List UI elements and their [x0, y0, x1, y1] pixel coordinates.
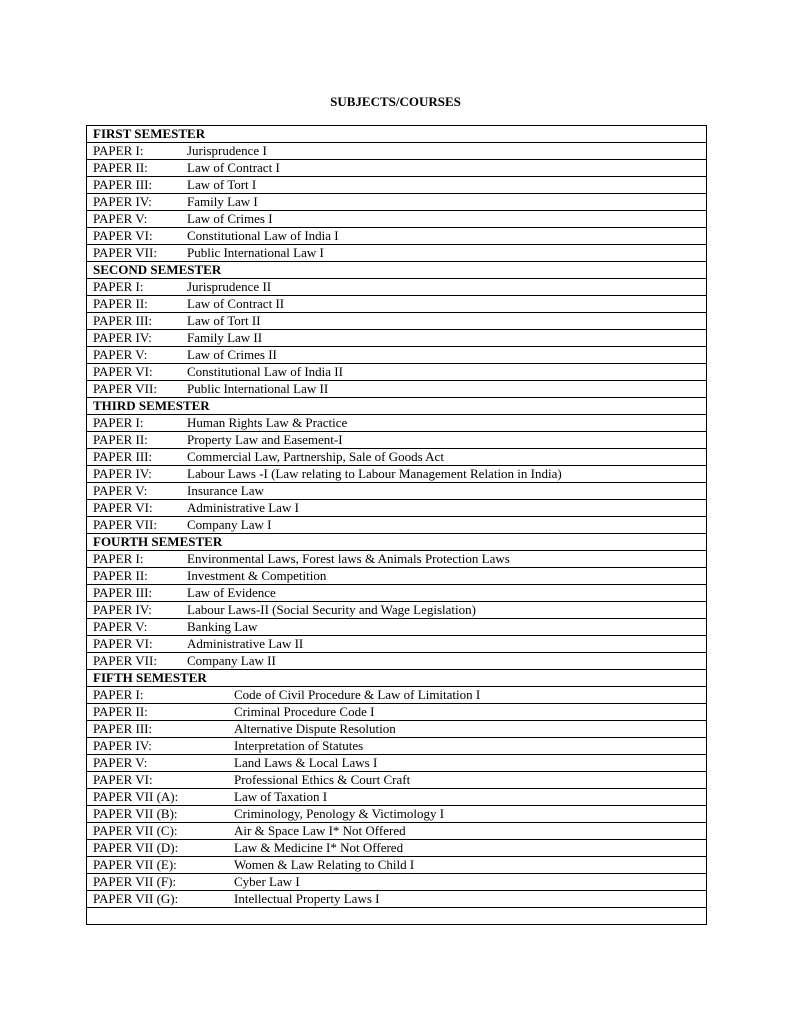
paper-name: Jurisprudence I — [187, 143, 267, 158]
table-row — [87, 789, 707, 806]
table-row — [87, 194, 707, 211]
paper-code: PAPER VI: — [93, 228, 153, 243]
paper-row-content — [93, 823, 706, 839]
paper-row-content — [93, 517, 706, 533]
paper-name: Criminal Procedure Code I — [234, 704, 375, 719]
table-row — [87, 755, 707, 772]
paper-cell — [87, 500, 707, 517]
paper-name: Family Law II — [187, 330, 263, 345]
paper-name: Property Law and Easement-I — [187, 432, 343, 447]
paper-name: Women & Law Relating to Child I — [234, 857, 415, 872]
paper-cell — [87, 347, 707, 364]
paper-cell — [87, 619, 707, 636]
paper-code: PAPER I: — [93, 687, 144, 702]
paper-code: PAPER VII (G): — [93, 891, 179, 906]
table-row — [87, 585, 707, 602]
semester-heading-row — [87, 126, 707, 143]
paper-name: Constitutional Law of India I — [187, 228, 339, 243]
paper-row-content — [93, 806, 706, 822]
paper-code: PAPER I: — [93, 279, 144, 294]
table-row — [87, 806, 707, 823]
paper-cell — [87, 432, 707, 449]
paper-row-content — [93, 415, 706, 431]
paper-cell — [87, 840, 707, 857]
paper-code: PAPER IV: — [93, 466, 152, 481]
paper-cell — [87, 449, 707, 466]
table-row — [87, 840, 707, 857]
table-row — [87, 228, 707, 245]
paper-row-content — [93, 585, 706, 601]
paper-name: Air & Space Law I* Not Offered — [234, 823, 406, 838]
semester-heading: SECOND SEMESTER — [87, 262, 707, 279]
semester-heading: FIRST SEMESTER — [87, 126, 707, 143]
table-row — [87, 857, 707, 874]
paper-name: Commercial Law, Partnership, Sale of Goods Act — [187, 449, 444, 464]
paper-cell — [87, 143, 707, 160]
paper-row-content — [93, 738, 706, 754]
paper-name: Land Laws & Local Laws I — [234, 755, 378, 770]
paper-name: Law & Medicine I* Not Offered — [234, 840, 404, 855]
table-row — [87, 245, 707, 262]
table-row — [87, 738, 707, 755]
paper-row-content — [93, 551, 706, 567]
paper-row-content — [93, 602, 706, 618]
table-row — [87, 347, 707, 364]
paper-row-content — [93, 279, 706, 295]
paper-name: Public International Law I — [187, 245, 324, 260]
table-row — [87, 636, 707, 653]
paper-name: Law of Tort II — [187, 313, 261, 328]
paper-name: Cyber Law I — [234, 874, 300, 889]
paper-row-content — [93, 432, 706, 448]
table-row — [87, 500, 707, 517]
paper-cell — [87, 687, 707, 704]
paper-row-content — [93, 840, 706, 856]
table-row — [87, 466, 707, 483]
paper-cell — [87, 636, 707, 653]
paper-row-content — [93, 483, 706, 499]
table-row — [87, 891, 707, 908]
paper-name: Law of Contract II — [187, 296, 285, 311]
paper-name: Law of Evidence — [187, 585, 276, 600]
paper-code: PAPER II: — [93, 296, 148, 311]
table-row — [87, 823, 707, 840]
paper-cell — [87, 874, 707, 891]
table-row — [87, 415, 707, 432]
paper-code: PAPER VII: — [93, 381, 157, 396]
table-row — [87, 517, 707, 534]
paper-name: Law of Crimes II — [187, 347, 277, 362]
paper-code: PAPER VI: — [93, 772, 153, 787]
table-row — [87, 330, 707, 347]
paper-row-content — [93, 857, 706, 873]
paper-code: PAPER VI: — [93, 500, 153, 515]
paper-cell — [87, 772, 707, 789]
paper-code: PAPER II: — [93, 432, 148, 447]
paper-row-content — [93, 704, 706, 720]
paper-row-content — [93, 721, 706, 737]
paper-code: PAPER V: — [93, 347, 148, 362]
paper-cell — [87, 704, 707, 721]
paper-code: PAPER II: — [93, 568, 148, 583]
paper-cell — [87, 857, 707, 874]
paper-row-content — [93, 789, 706, 805]
paper-row-content — [93, 653, 706, 669]
paper-row-content — [93, 194, 706, 210]
paper-row-content — [93, 160, 706, 176]
paper-name: Law of Crimes I — [187, 211, 273, 226]
paper-row-content — [93, 296, 706, 312]
paper-cell — [87, 160, 707, 177]
paper-row-content — [93, 568, 706, 584]
paper-cell — [87, 517, 707, 534]
paper-cell — [87, 381, 707, 398]
paper-code: PAPER VI: — [93, 636, 153, 651]
paper-name: Banking Law — [187, 619, 258, 634]
paper-name: Labour Laws -I (Law relating to Labour Management Relation in India) — [187, 466, 562, 481]
page-title: SUBJECTS/COURSES — [330, 94, 461, 109]
table-row — [87, 449, 707, 466]
paper-row-content — [93, 211, 706, 227]
paper-code: PAPER V: — [93, 211, 148, 226]
paper-row-content — [93, 466, 706, 482]
paper-code: PAPER VII (B): — [93, 806, 178, 821]
table-row — [87, 721, 707, 738]
paper-name: Alternative Dispute Resolution — [234, 721, 396, 736]
paper-cell — [87, 245, 707, 262]
paper-code: PAPER VI: — [93, 364, 153, 379]
paper-row-content — [93, 687, 706, 703]
paper-cell — [87, 415, 707, 432]
paper-code: PAPER II: — [93, 704, 148, 719]
paper-name: Law of Taxation I — [234, 789, 328, 804]
paper-name: Human Rights Law & Practice — [187, 415, 348, 430]
paper-name: Labour Laws-II (Social Security and Wage Legislation) — [187, 602, 476, 617]
paper-row-content — [93, 177, 706, 193]
paper-cell — [87, 738, 707, 755]
paper-row-content — [93, 143, 706, 159]
paper-cell — [87, 551, 707, 568]
paper-name: Administrative Law I — [187, 500, 299, 515]
paper-row-content — [93, 755, 706, 771]
paper-cell — [87, 721, 707, 738]
paper-name: Company Law I — [187, 517, 272, 532]
table-row — [87, 432, 707, 449]
paper-name: Environmental Laws, Forest laws & Animals Protection Laws — [187, 551, 510, 566]
paper-row-content — [93, 891, 706, 907]
paper-code: PAPER VII: — [93, 653, 157, 668]
courses-table — [86, 125, 707, 925]
table-row — [87, 619, 707, 636]
semester-heading-row — [87, 262, 707, 279]
table-row — [87, 160, 707, 177]
paper-code: PAPER II: — [93, 160, 148, 175]
paper-code: PAPER VII (A): — [93, 789, 179, 804]
table-row — [87, 874, 707, 891]
paper-cell — [87, 483, 707, 500]
paper-row-content — [93, 772, 706, 788]
paper-cell — [87, 228, 707, 245]
paper-name: Intellectual Property Laws I — [234, 891, 380, 906]
paper-code: PAPER IV: — [93, 330, 152, 345]
paper-cell — [87, 330, 707, 347]
paper-cell — [87, 364, 707, 381]
paper-code: PAPER VII (D): — [93, 840, 179, 855]
paper-cell — [87, 279, 707, 296]
paper-row-content — [93, 381, 706, 397]
paper-cell — [87, 823, 707, 840]
empty-cell — [87, 908, 707, 925]
paper-cell — [87, 789, 707, 806]
paper-code: PAPER VII: — [93, 245, 157, 260]
paper-code: PAPER I: — [93, 143, 144, 158]
paper-cell — [87, 755, 707, 772]
paper-code: PAPER V: — [93, 755, 148, 770]
paper-cell — [87, 602, 707, 619]
paper-cell — [87, 211, 707, 228]
paper-row-content — [93, 228, 706, 244]
paper-name: Law of Tort I — [187, 177, 257, 192]
table-row — [87, 568, 707, 585]
paper-cell — [87, 891, 707, 908]
paper-cell — [87, 296, 707, 313]
paper-row-content — [93, 313, 706, 329]
paper-cell — [87, 194, 707, 211]
table-row — [87, 211, 707, 228]
paper-row-content — [93, 500, 706, 516]
table-row — [87, 313, 707, 330]
paper-name: Code of Civil Procedure & Law of Limitation I — [234, 687, 481, 702]
paper-code: PAPER IV: — [93, 194, 152, 209]
paper-name: Administrative Law II — [187, 636, 304, 651]
table-row — [87, 704, 707, 721]
paper-row-content — [93, 636, 706, 652]
paper-name: Professional Ethics & Court Craft — [234, 772, 411, 787]
paper-code: PAPER III: — [93, 313, 153, 328]
paper-name: Jurisprudence II — [187, 279, 272, 294]
paper-cell — [87, 177, 707, 194]
paper-row-content — [93, 347, 706, 363]
paper-row-content — [93, 245, 706, 261]
paper-code: PAPER III: — [93, 449, 153, 464]
table-row — [87, 772, 707, 789]
paper-cell — [87, 585, 707, 602]
paper-row-content — [93, 619, 706, 635]
paper-cell — [87, 653, 707, 670]
courses-table-body — [87, 126, 707, 925]
paper-code: PAPER I: — [93, 551, 144, 566]
table-row — [87, 364, 707, 381]
paper-name: Family Law I — [187, 194, 258, 209]
semester-heading: THIRD SEMESTER — [87, 398, 707, 415]
paper-cell — [87, 466, 707, 483]
table-row — [87, 279, 707, 296]
paper-name: Insurance Law — [187, 483, 264, 498]
empty-row — [87, 908, 707, 925]
table-row — [87, 551, 707, 568]
table-row — [87, 483, 707, 500]
semester-heading-row — [87, 398, 707, 415]
paper-code: PAPER I: — [93, 415, 144, 430]
paper-cell — [87, 806, 707, 823]
paper-code: PAPER III: — [93, 177, 153, 192]
table-row — [87, 602, 707, 619]
paper-code: PAPER IV: — [93, 602, 152, 617]
paper-code: PAPER VII (F): — [93, 874, 177, 889]
paper-row-content — [93, 330, 706, 346]
semester-heading: FIFTH SEMESTER — [87, 670, 707, 687]
paper-row-content — [93, 874, 706, 890]
paper-code: PAPER VII (E): — [93, 857, 177, 872]
paper-row-content — [93, 364, 706, 380]
semester-heading-row — [87, 670, 707, 687]
paper-code: PAPER IV: — [93, 738, 152, 753]
paper-code: PAPER V: — [93, 619, 148, 634]
paper-code: PAPER VII: — [93, 517, 157, 532]
paper-name: Constitutional Law of India II — [187, 364, 343, 379]
table-row — [87, 143, 707, 160]
paper-cell — [87, 568, 707, 585]
semester-heading: FOURTH SEMESTER — [87, 534, 707, 551]
paper-name: Investment & Competition — [187, 568, 327, 583]
paper-cell — [87, 313, 707, 330]
table-row — [87, 687, 707, 704]
semester-heading-row — [87, 534, 707, 551]
table-row — [87, 653, 707, 670]
paper-name: Company Law II — [187, 653, 276, 668]
paper-code: PAPER V: — [93, 483, 148, 498]
paper-name: Public International Law II — [187, 381, 329, 396]
paper-row-content — [93, 449, 706, 465]
paper-code: PAPER III: — [93, 721, 153, 736]
table-row — [87, 296, 707, 313]
paper-code: PAPER VII (C): — [93, 823, 178, 838]
table-row — [87, 177, 707, 194]
paper-name: Law of Contract I — [187, 160, 280, 175]
paper-name: Criminology, Penology & Victimology I — [234, 806, 445, 821]
paper-name: Interpretation of Statutes — [234, 738, 364, 753]
table-row — [87, 381, 707, 398]
paper-code: PAPER III: — [93, 585, 153, 600]
